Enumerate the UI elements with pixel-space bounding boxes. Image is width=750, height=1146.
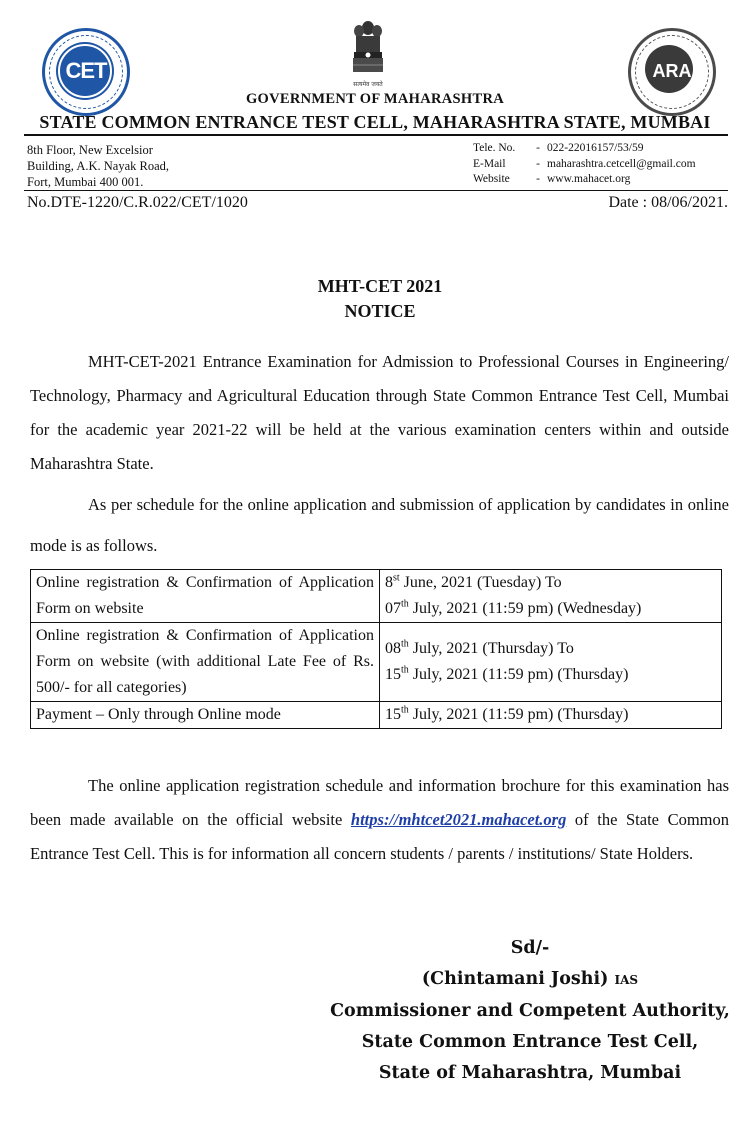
signatory-state: State of Maharashtra, Mumbai xyxy=(378,1063,682,1083)
notice-paragraph-2: As per schedule for the online application and submission of application by candidates in online mode is as follows. xyxy=(30,495,729,555)
address-line: Building, A.K. Nayak Road, xyxy=(27,159,170,173)
date-day: 08 xyxy=(385,640,401,657)
address-line: 8th Floor, New Excelsior xyxy=(27,143,153,157)
ara-logo-text: ARA xyxy=(652,61,692,81)
signature-sd: Sd/- xyxy=(510,938,550,958)
address-line: Fort, Mumbai 400 001. xyxy=(27,175,144,189)
signatory-suffix: IAS xyxy=(614,973,639,987)
date-text: July, 2021 (11:59 pm) (Wednesday) xyxy=(408,600,642,617)
contact-label: Website xyxy=(473,173,510,185)
schedule-activity: Online registration & Confirmation of Application Form on website xyxy=(31,570,380,623)
reference-number: No.DTE-1220/C.R.022/CET/1020 xyxy=(27,194,248,211)
date-suffix: th xyxy=(401,638,409,650)
contact-label: Tele. No. xyxy=(473,142,516,154)
schedule-table xyxy=(30,569,722,729)
date-day: 07 xyxy=(385,600,401,617)
table-row xyxy=(31,623,722,702)
date-suffix: th xyxy=(401,598,409,610)
emblem-motto: सत्यमेव जयते xyxy=(353,81,383,88)
date-day: 15 xyxy=(385,706,401,723)
contact-separator: - xyxy=(536,142,540,154)
office-contacts xyxy=(473,141,696,188)
schedule-activity: Online registration & Confirmation of Application Form on website (with additional Late Fee of Rs. 500/- for all categories) xyxy=(31,623,380,702)
contact-separator: - xyxy=(536,157,540,170)
contact-value: www.mahacet.org xyxy=(547,173,631,185)
government-title: GOVERNMENT OF MAHARASHTRA xyxy=(245,91,505,107)
schedule-end-date xyxy=(385,596,716,622)
schedule-dates xyxy=(380,702,722,729)
signature-block xyxy=(300,933,750,1089)
schedule-start-date xyxy=(385,636,716,662)
cet-logo-text: CET xyxy=(65,58,107,83)
date-suffix: st xyxy=(393,572,400,584)
schedule-end-date xyxy=(385,702,716,728)
date-suffix: th xyxy=(401,704,409,716)
header-rule-bottom xyxy=(24,190,728,191)
table-row xyxy=(31,702,722,729)
schedule-end-date xyxy=(385,662,716,688)
contact-separator: - xyxy=(536,173,540,185)
table-row xyxy=(31,570,722,623)
signatory-name-line xyxy=(300,964,750,996)
contact-website xyxy=(473,172,696,188)
date-day: 15 xyxy=(385,666,401,683)
notice-paragraph-1: MHT-CET-2021 Entrance Examination for Admission to Professional Courses in Engineering/ Technology, Pharmacy and Agricultural Education through State Common Entrance Test Cell, Mumbai for the academic year 2021-22 will be held at the various examination centers within and outside Maharashtra State. xyxy=(30,352,729,473)
contact-email xyxy=(473,157,696,173)
contact-value: 022-22016157/53/59 xyxy=(547,142,644,154)
notice-paragraph-3 xyxy=(30,769,729,871)
office-address xyxy=(27,142,169,190)
office-title: STATE COMMON ENTRANCE TEST CELL, MAHARASHTRA STATE, MUMBAI xyxy=(39,112,711,132)
schedule-dates xyxy=(380,623,722,702)
contact-value: maharashtra.cetcell@gmail.com xyxy=(547,157,696,170)
schedule-start-date xyxy=(385,570,716,596)
contact-label: E-Mail xyxy=(473,157,506,170)
notice-title: MHT-CET 2021 xyxy=(317,276,443,296)
notice-subtitle: NOTICE xyxy=(344,301,416,321)
date-text: July, 2021 (Thursday) To xyxy=(408,640,574,657)
official-website-link[interactable]: https://mhtcet2021.mahacet.org xyxy=(350,810,567,829)
schedule-activity: Payment – Only through Online mode xyxy=(31,702,380,729)
state-emblem-icon xyxy=(348,18,388,82)
date-text: July, 2021 (11:59 pm) (Thursday) xyxy=(408,666,629,683)
schedule-dates xyxy=(380,570,722,623)
date-text: June, 2021 (Tuesday) To xyxy=(399,574,562,591)
reference-date: Date : 08/06/2021. xyxy=(608,194,728,211)
paragraph-text: of the State Common Entrance Test Cell. This is for information all concern students / parents / institutions/ State Holders. xyxy=(30,810,729,863)
date-text: July, 2021 (11:59 pm) (Thursday) xyxy=(408,706,629,723)
paragraph-text: The online application registration schedule and information brochure for this examination has been made available on the official website xyxy=(30,776,729,829)
signatory-office: State Common Entrance Test Cell, xyxy=(361,1032,699,1052)
signatory-name: (Chintamani Joshi) xyxy=(421,969,609,989)
date-suffix: th xyxy=(401,664,409,676)
signatory-designation: Commissioner and Competent Authority, xyxy=(330,1001,730,1021)
contact-phone xyxy=(473,141,696,157)
header-rule-top xyxy=(24,134,728,136)
date-day: 8 xyxy=(385,574,393,591)
